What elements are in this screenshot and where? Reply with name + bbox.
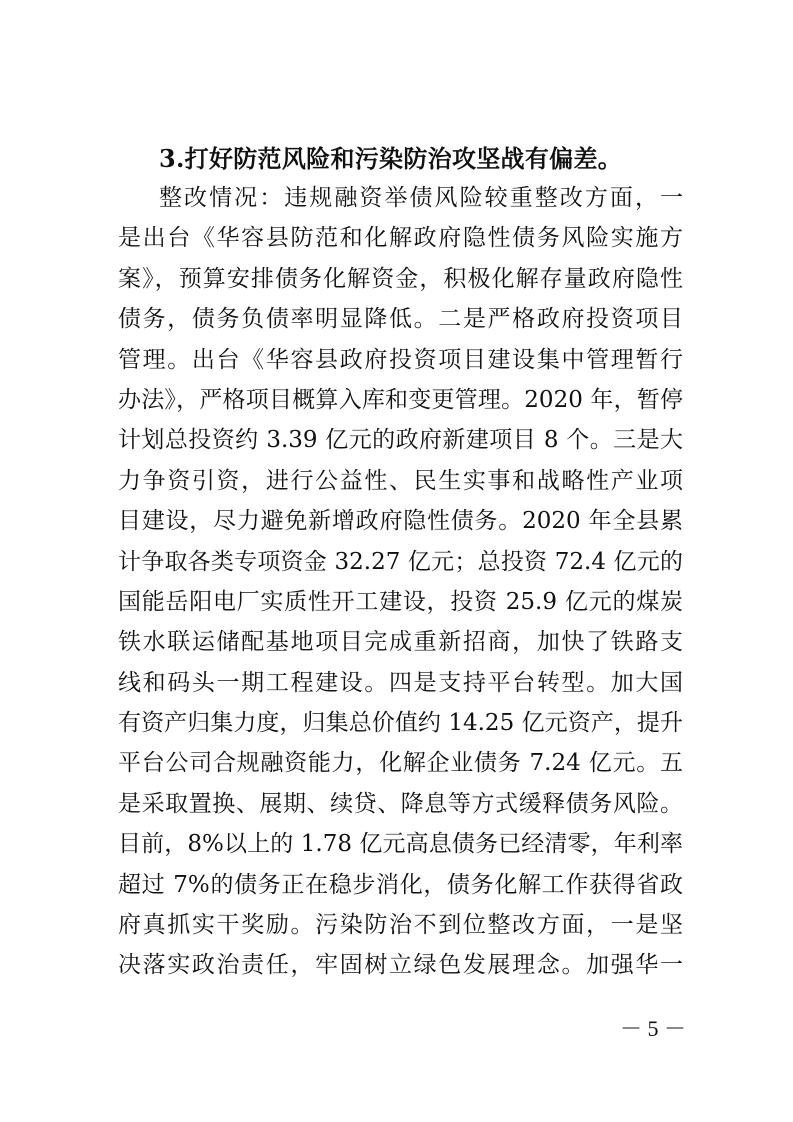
text-line: 办法》，严格项目概算入库和变更管理。2020 年，暂停 bbox=[118, 386, 683, 413]
text-line: 管理。出台《华容县政府投资项目建设集中管理暂行 bbox=[118, 346, 683, 373]
text-line: 计划总投资约 3.39 亿元的政府新建项目 8 个。三是大 bbox=[118, 427, 683, 454]
text-line: 平台公司合规融资能力，化解企业债务 7.24 亿元。五 bbox=[118, 750, 683, 777]
text-line: 铁水联运储配基地项目完成重新招商，加快了铁路支 bbox=[118, 629, 683, 656]
text-line: 线和码头一期工程建设。四是支持平台转型。加大国 bbox=[118, 669, 683, 696]
page-number: － 5 － bbox=[620, 1016, 687, 1041]
text-line: 国能岳阳电厂实质性开工建设，投资 25.9 亿元的煤炭 bbox=[118, 588, 683, 615]
body-paragraph bbox=[118, 178, 683, 986]
text-line: 有资产归集力度，归集总价值约 14.25 亿元资产，提升 bbox=[118, 710, 683, 737]
text-line: 计争取各类专项资金 32.27 亿元；总投资 72.4 亿元的 bbox=[118, 548, 683, 575]
text-line: 目建设，尽力避免新增政府隐性债务。2020 年全县累 bbox=[118, 508, 683, 535]
text-line: 债务，债务负债率明显降低。二是严格政府投资项目 bbox=[118, 306, 683, 333]
text-line: 目前，8%以上的 1.78 亿元高息债务已经清零，年利率 bbox=[118, 831, 683, 858]
text-line: 超过 7%的债务正在稳步消化，债务化解工作获得省政 bbox=[118, 871, 683, 898]
text-line: 整改情况：违规融资举债风险较重整改方面，一 bbox=[159, 185, 683, 211]
text-line: 案》，预算安排债务化解资金，积极化解存量政府隐性 bbox=[118, 265, 683, 292]
section-heading: 3.打好防范风险和污染防治攻坚战有偏差。 bbox=[159, 144, 623, 173]
text-line: 决落实政治责任，牢固树立绿色发展理念。加强华一 bbox=[118, 952, 683, 979]
text-line: 力争资引资，进行公益性、民生实事和战略性产业项 bbox=[118, 467, 683, 494]
text-line: 是采取置换、展期、续贷、降息等方式缓释债务风险。 bbox=[118, 790, 683, 817]
text-line: 是出台《华容县防范和化解政府隐性债务风险实施方 bbox=[118, 225, 683, 252]
text-line: 府真抓实干奖励。污染防治不到位整改方面，一是坚 bbox=[118, 912, 683, 939]
